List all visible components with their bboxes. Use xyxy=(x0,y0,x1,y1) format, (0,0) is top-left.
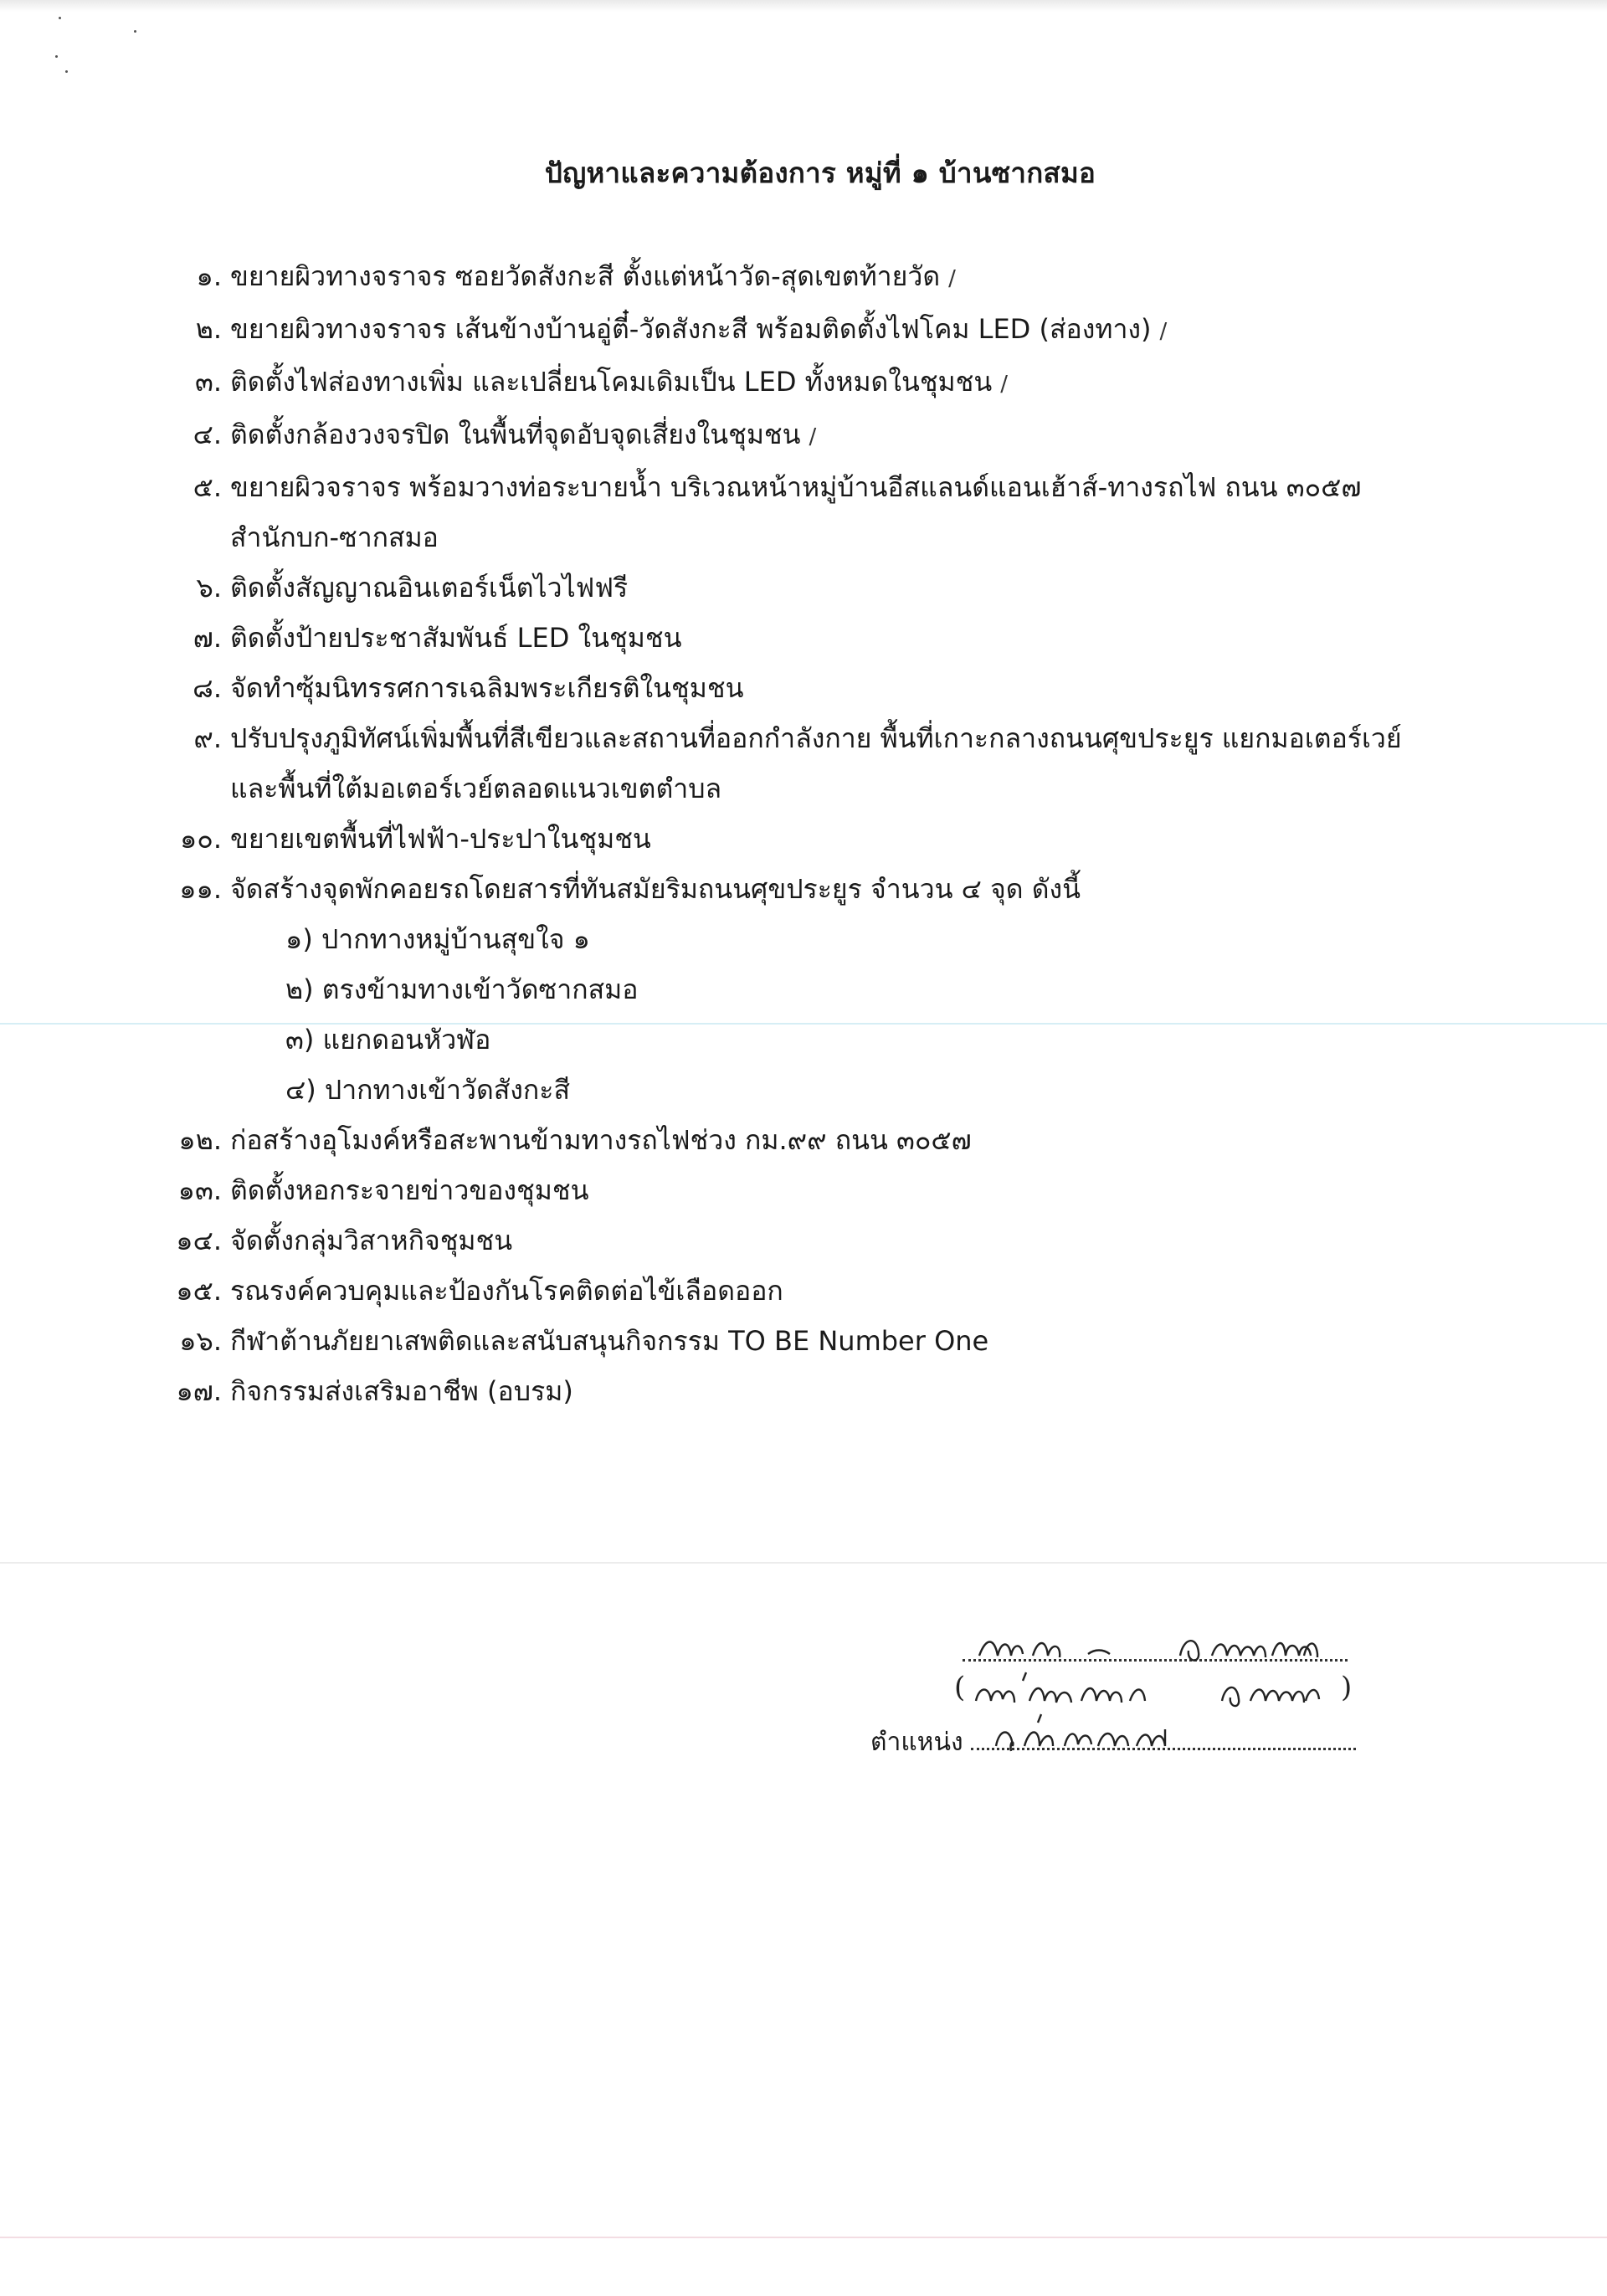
list-item xyxy=(0,562,1607,613)
item-number: ๒. xyxy=(195,313,222,345)
list-item xyxy=(0,864,1607,1115)
item-text xyxy=(230,357,1419,409)
list-item xyxy=(0,462,1607,562)
sub-list-item: ๒) ตรงข้ามทางเข้าวัดซากสมอ xyxy=(285,973,639,1005)
item-number: ๑๑. xyxy=(179,873,222,905)
signature-line xyxy=(963,1622,1348,1662)
sub-list xyxy=(0,914,1607,1115)
item-text: รณรงค์ควบคุมและป้องกันโรคติดต่อไข้เลือดออก xyxy=(230,1275,783,1307)
handwritten-check-mark: / xyxy=(948,266,956,291)
printed-name-line xyxy=(954,1667,1356,1711)
sub-list-item: ๓) แยกดอนหัวฬ่อ xyxy=(285,1024,491,1056)
handwritten-check-mark: / xyxy=(1000,372,1008,397)
list-item xyxy=(0,1165,1607,1215)
item-number: ๑๖. xyxy=(179,1325,222,1357)
item-number: ๑๓. xyxy=(177,1174,222,1206)
item-number: ๑๒. xyxy=(178,1124,222,1156)
item-number: ๓. xyxy=(194,366,222,398)
list-item xyxy=(0,663,1607,713)
item-text: กีฬาต้านภัยยาเสพติดและสนับสนุนกิจกรรม TO BE Number One xyxy=(230,1325,989,1357)
item-number: ๑๔. xyxy=(176,1225,222,1256)
list-item xyxy=(0,251,1607,304)
item-text: และพื้นที่ใต้มอเตอร์เวย์ตลอดแนวเขตตำบล xyxy=(230,773,722,804)
list-item xyxy=(0,814,1607,864)
handwritten-position xyxy=(988,1711,1255,1754)
item-text xyxy=(230,304,1419,357)
handwritten-printed-name xyxy=(971,1667,1339,1714)
item-text-content: ติดตั้งไฟส่องทางเพิ่ม และเปลี่ยนโคมเดิมเป็น LED ทั้งหมดในชุมชน xyxy=(230,366,993,398)
open-paren: ( xyxy=(954,1671,966,1704)
item-number: ๖. xyxy=(196,572,222,604)
item-text: ปรับปรุงภูมิทัศน์เพิ่มพื้นที่สีเขียวและสถานที่ออกกำลังกาย พื้นที่เกาะกลางถนนศุขประยูร แยกมอเตอร์เวย์ xyxy=(230,722,1402,754)
close-paren: ) xyxy=(1341,1671,1353,1704)
item-number: ๑๕. xyxy=(176,1275,222,1307)
list-item xyxy=(0,1366,1607,1416)
list-item xyxy=(0,613,1607,663)
handwritten-check-mark: / xyxy=(809,424,817,449)
item-text: ขยายเขตพื้นที่ไฟฟ้า-ประปาในชุมชน xyxy=(230,823,651,855)
list-item xyxy=(0,1215,1607,1266)
scan-speck xyxy=(55,55,58,58)
item-text: สำนักบก-ซากสมอ xyxy=(230,521,439,553)
scan-speck xyxy=(65,70,68,73)
item-number: ๑๐. xyxy=(179,823,222,855)
scan-fold-line xyxy=(0,2237,1607,2238)
handwritten-check-mark: / xyxy=(1159,319,1168,344)
scan-speck xyxy=(134,30,136,33)
item-text: ติดตั้งป้ายประชาสัมพันธ์ LED ในชุมชน xyxy=(230,622,682,654)
item-number: ๑. xyxy=(196,260,222,292)
scan-speck xyxy=(59,17,61,19)
signature-block xyxy=(870,1607,1373,1775)
item-text: จัดทำซุ้มนิทรรศการเฉลิมพระเกียรติในชุมชน xyxy=(230,672,744,704)
item-number: ๘. xyxy=(193,672,222,704)
item-text: ติดตั้งสัญญาณอินเตอร์เน็ตไวไฟฟรี xyxy=(230,572,629,604)
list-item xyxy=(0,713,1607,814)
handwritten-signature xyxy=(963,1622,1348,1666)
list-item xyxy=(0,1266,1607,1316)
item-number: ๙. xyxy=(193,722,222,754)
needs-list xyxy=(0,251,1607,1416)
item-number: ๗. xyxy=(193,622,222,654)
item-text-content: ขยายผิวทางจราจร เส้นข้างบ้านอู่ตี๋-วัดสังกะสี พร้อมติดตั้งไฟโคม LED (ส่องทาง) xyxy=(230,313,1152,345)
item-text-content: ขยายผิวทางจราจร ซอยวัดสังกะสี ตั้งแต่หน้าวัด-สุดเขตท้ายวัด xyxy=(230,260,941,292)
list-item xyxy=(0,1115,1607,1165)
item-text: จัดตั้งกลุ่มวิสาหกิจชุมชน xyxy=(230,1225,513,1256)
sub-list-item: ๑) ปากทางหมู่บ้านสุขใจ ๑ xyxy=(285,923,590,955)
item-number: ๔. xyxy=(193,419,222,450)
item-text: จัดสร้างจุดพักคอยรถโดยสารที่ทันสมัยริมถนนศุขประยูร จำนวน ๔ จุด ดังนี้ xyxy=(230,873,1081,905)
list-item xyxy=(0,409,1607,462)
item-text-content: ติดตั้งกล้องวงจรปิด ในพื้นที่จุดอับจุดเสี่ยงในชุมชน xyxy=(230,419,801,450)
position-label: ตำแหน่ง xyxy=(870,1728,963,1757)
item-text xyxy=(230,251,1419,304)
list-item xyxy=(0,357,1607,409)
sub-list-item: ๔) ปากทางเข้าวัดสังกะสี xyxy=(285,1074,570,1106)
item-text: ติดตั้งหอกระจายข่าวของชุมชน xyxy=(230,1174,589,1206)
item-text: ขยายผิวจราจร พร้อมวางท่อระบายน้ำ บริเวณหน้าหมู่บ้านอีสแลนด์แอนเฮ้าส์-ทางรถไฟ ถนน ๓๐๕๗ xyxy=(230,471,1362,503)
scan-top-edge xyxy=(0,0,1607,12)
item-text xyxy=(230,409,1419,462)
position-line xyxy=(870,1714,1356,1758)
document-title: ปัญหาและความต้องการ หมู่ที่ ๑ บ้านซากสมอ xyxy=(544,157,1096,189)
item-number: ๕. xyxy=(193,471,222,503)
list-item xyxy=(0,304,1607,357)
scan-fold-line xyxy=(0,1562,1607,1564)
item-text: กิจกรรมส่งเสริมอาชีพ (อบรม) xyxy=(230,1375,573,1407)
list-item xyxy=(0,1316,1607,1366)
item-text: ก่อสร้างอุโมงค์หรือสะพานข้ามทางรถไฟช่วง กม.๙๙ ถนน ๓๐๕๗ xyxy=(230,1124,972,1156)
item-number: ๑๗. xyxy=(176,1375,222,1407)
